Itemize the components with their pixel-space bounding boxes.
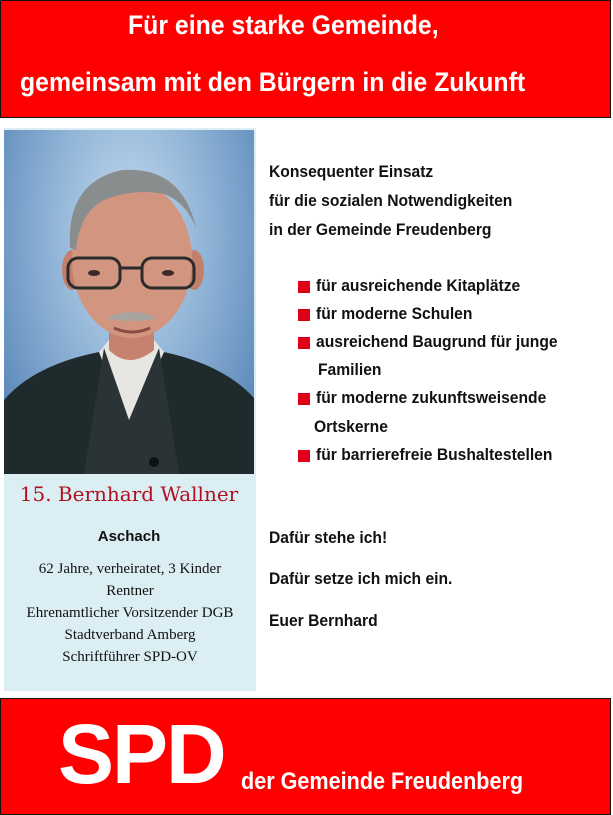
candidate-detail: Stadtverband Amberg [64, 627, 196, 643]
closing-line: Dafür setze ich mich ein. [269, 569, 453, 588]
closing-line: Dafür stehe ich! [269, 528, 388, 547]
spd-subtitle: der Gemeinde Freudenberg [241, 768, 524, 795]
candidate-detail: 62 Jahre, verheiratet, 3 Kinder [38, 561, 222, 577]
bullet-text-continuation: Ortskerne [314, 417, 388, 436]
bullet-text: für barrierefreie Bushaltestellen [316, 445, 553, 464]
bullet-square-icon [298, 337, 310, 349]
headline-line-2: gemeinsam mit den Bürgern in die Zukunft [20, 67, 526, 97]
intro-line: in der Gemeinde Freudenberg [269, 220, 492, 239]
candidate-detail: Schriftführer SPD-OV [62, 649, 198, 665]
bullet-square-icon [298, 309, 310, 321]
closing-line: Euer Bernhard [269, 611, 378, 630]
candidate-photo [4, 130, 254, 474]
portrait-illustration [4, 130, 254, 474]
bullet-square-icon [298, 450, 310, 462]
spd-logo: SPD [58, 707, 225, 801]
intro-line: Konsequenter Einsatz [269, 162, 434, 181]
bullet-text: für ausreichende Kitaplätze [316, 276, 521, 295]
bullet-square-icon [298, 281, 310, 293]
bullet-text: für moderne Schulen [316, 304, 473, 323]
candidate-detail: Ehrenamtlicher Vorsitzender DGB [26, 605, 234, 621]
bullet-text: für moderne zukunftsweisende [316, 388, 547, 407]
candidate-place: Aschach [97, 528, 161, 545]
bullet-text-continuation: Familien [318, 360, 382, 379]
candidate-name: 15. Bernhard Wallner [19, 482, 239, 506]
bullet-text: ausreichend Baugrund für junge [316, 332, 558, 351]
headline-line-1: Für eine starke Gemeinde, [128, 10, 439, 40]
candidate-detail: Rentner [106, 583, 154, 599]
intro-line: für die sozialen Notwendigkeiten [269, 191, 513, 210]
bullet-square-icon [298, 393, 310, 405]
